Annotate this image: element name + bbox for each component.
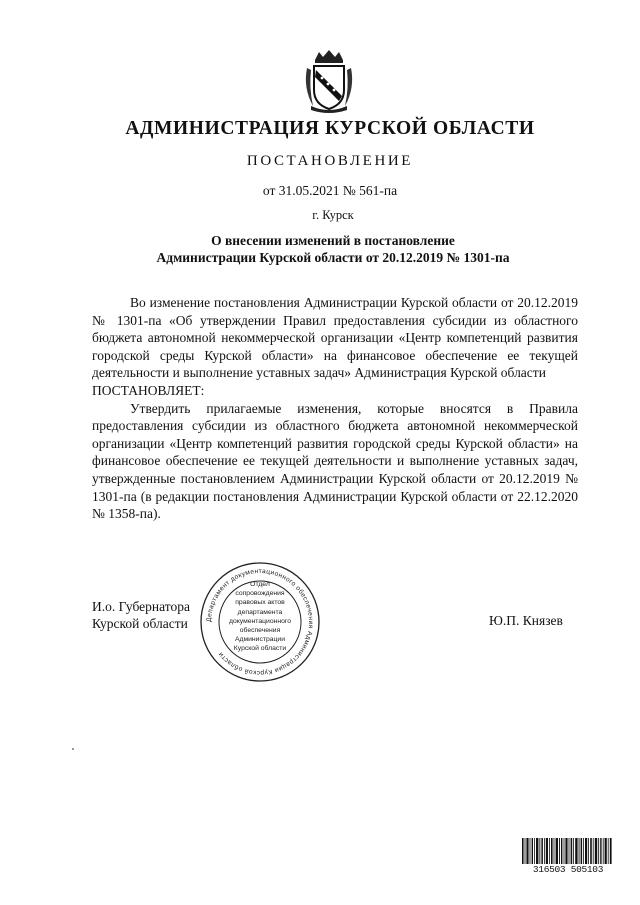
document-city: г. Курск bbox=[312, 208, 354, 222]
scan-artifact-dot bbox=[72, 748, 74, 750]
stamp-line: Администрации bbox=[234, 636, 286, 644]
signer-position-line-1: И.о. Губернатора bbox=[92, 599, 191, 614]
document-date-number: от 31.05.2021 № 561-па bbox=[262, 183, 398, 198]
stamp-line: департамента bbox=[237, 608, 283, 616]
decree-word: ПОСТАНОВЛЯЕТ: bbox=[92, 382, 205, 398]
document-body bbox=[92, 294, 578, 523]
signer-name: Ю.П. Князев bbox=[489, 613, 563, 628]
signer-position bbox=[92, 598, 190, 632]
body-paragraph-preamble: Во изменение постановления Администрации Курской области от 20.12.2019 № 1301-па «Об утверждении Правил предоставления субсидии из областного бюджета автономной некоммерческой организации «Центр компетенций развития городской среды Курской области» на финансовое обеспечение ее текущей деятельности и выполнение уставных задач» Администрация Курской области bbox=[92, 295, 578, 381]
barcode-number: 316503 505103 bbox=[520, 864, 616, 875]
stamp-line: документационного bbox=[228, 617, 291, 625]
stamp-line: сопровождения bbox=[235, 590, 285, 598]
body-paragraph-decision: Утвердить прилагаемые изменения, которые вносятся в Правила предоставления субсидии из областного бюджета автономной некоммерческой организации «Центр компетенций развития городской среды Курской области» на финансовое обеспечение ее текущей деятельности и выполнение уставных задач, утвержденные постановлением Администрации Курской области от 20.12.2019 № 1301-па (в редакции постановления Администрации Курской области от 22.12.2020 № 1358-па). bbox=[92, 400, 578, 522]
stamp-line: обеспечения bbox=[239, 627, 281, 635]
signer-position-line-2: Курской области bbox=[92, 616, 188, 631]
stamp-line: Отдел bbox=[250, 581, 270, 588]
kursk-coat-of-arms-icon bbox=[303, 48, 355, 114]
document-subject bbox=[0, 232, 640, 266]
stamp-line: Курской области bbox=[233, 645, 287, 653]
subject-line-1: О внесении изменений в постановление bbox=[211, 233, 455, 248]
svg-text:Департамент документационного: Департамент документационного обеспечения Администрации Курской области bbox=[205, 567, 315, 677]
subject-line-2: Администрации Курской области от 20.12.2019 № 1301-па bbox=[156, 250, 510, 265]
stamp-line: правовых актов bbox=[235, 599, 285, 607]
organization-title: АДМИНИСТРАЦИЯ КУРСКОЙ ОБЛАСТИ bbox=[125, 118, 535, 139]
stamp-inner-text bbox=[224, 580, 296, 654]
document-type: ПОСТАНОВЛЕНИЕ bbox=[246, 153, 414, 169]
